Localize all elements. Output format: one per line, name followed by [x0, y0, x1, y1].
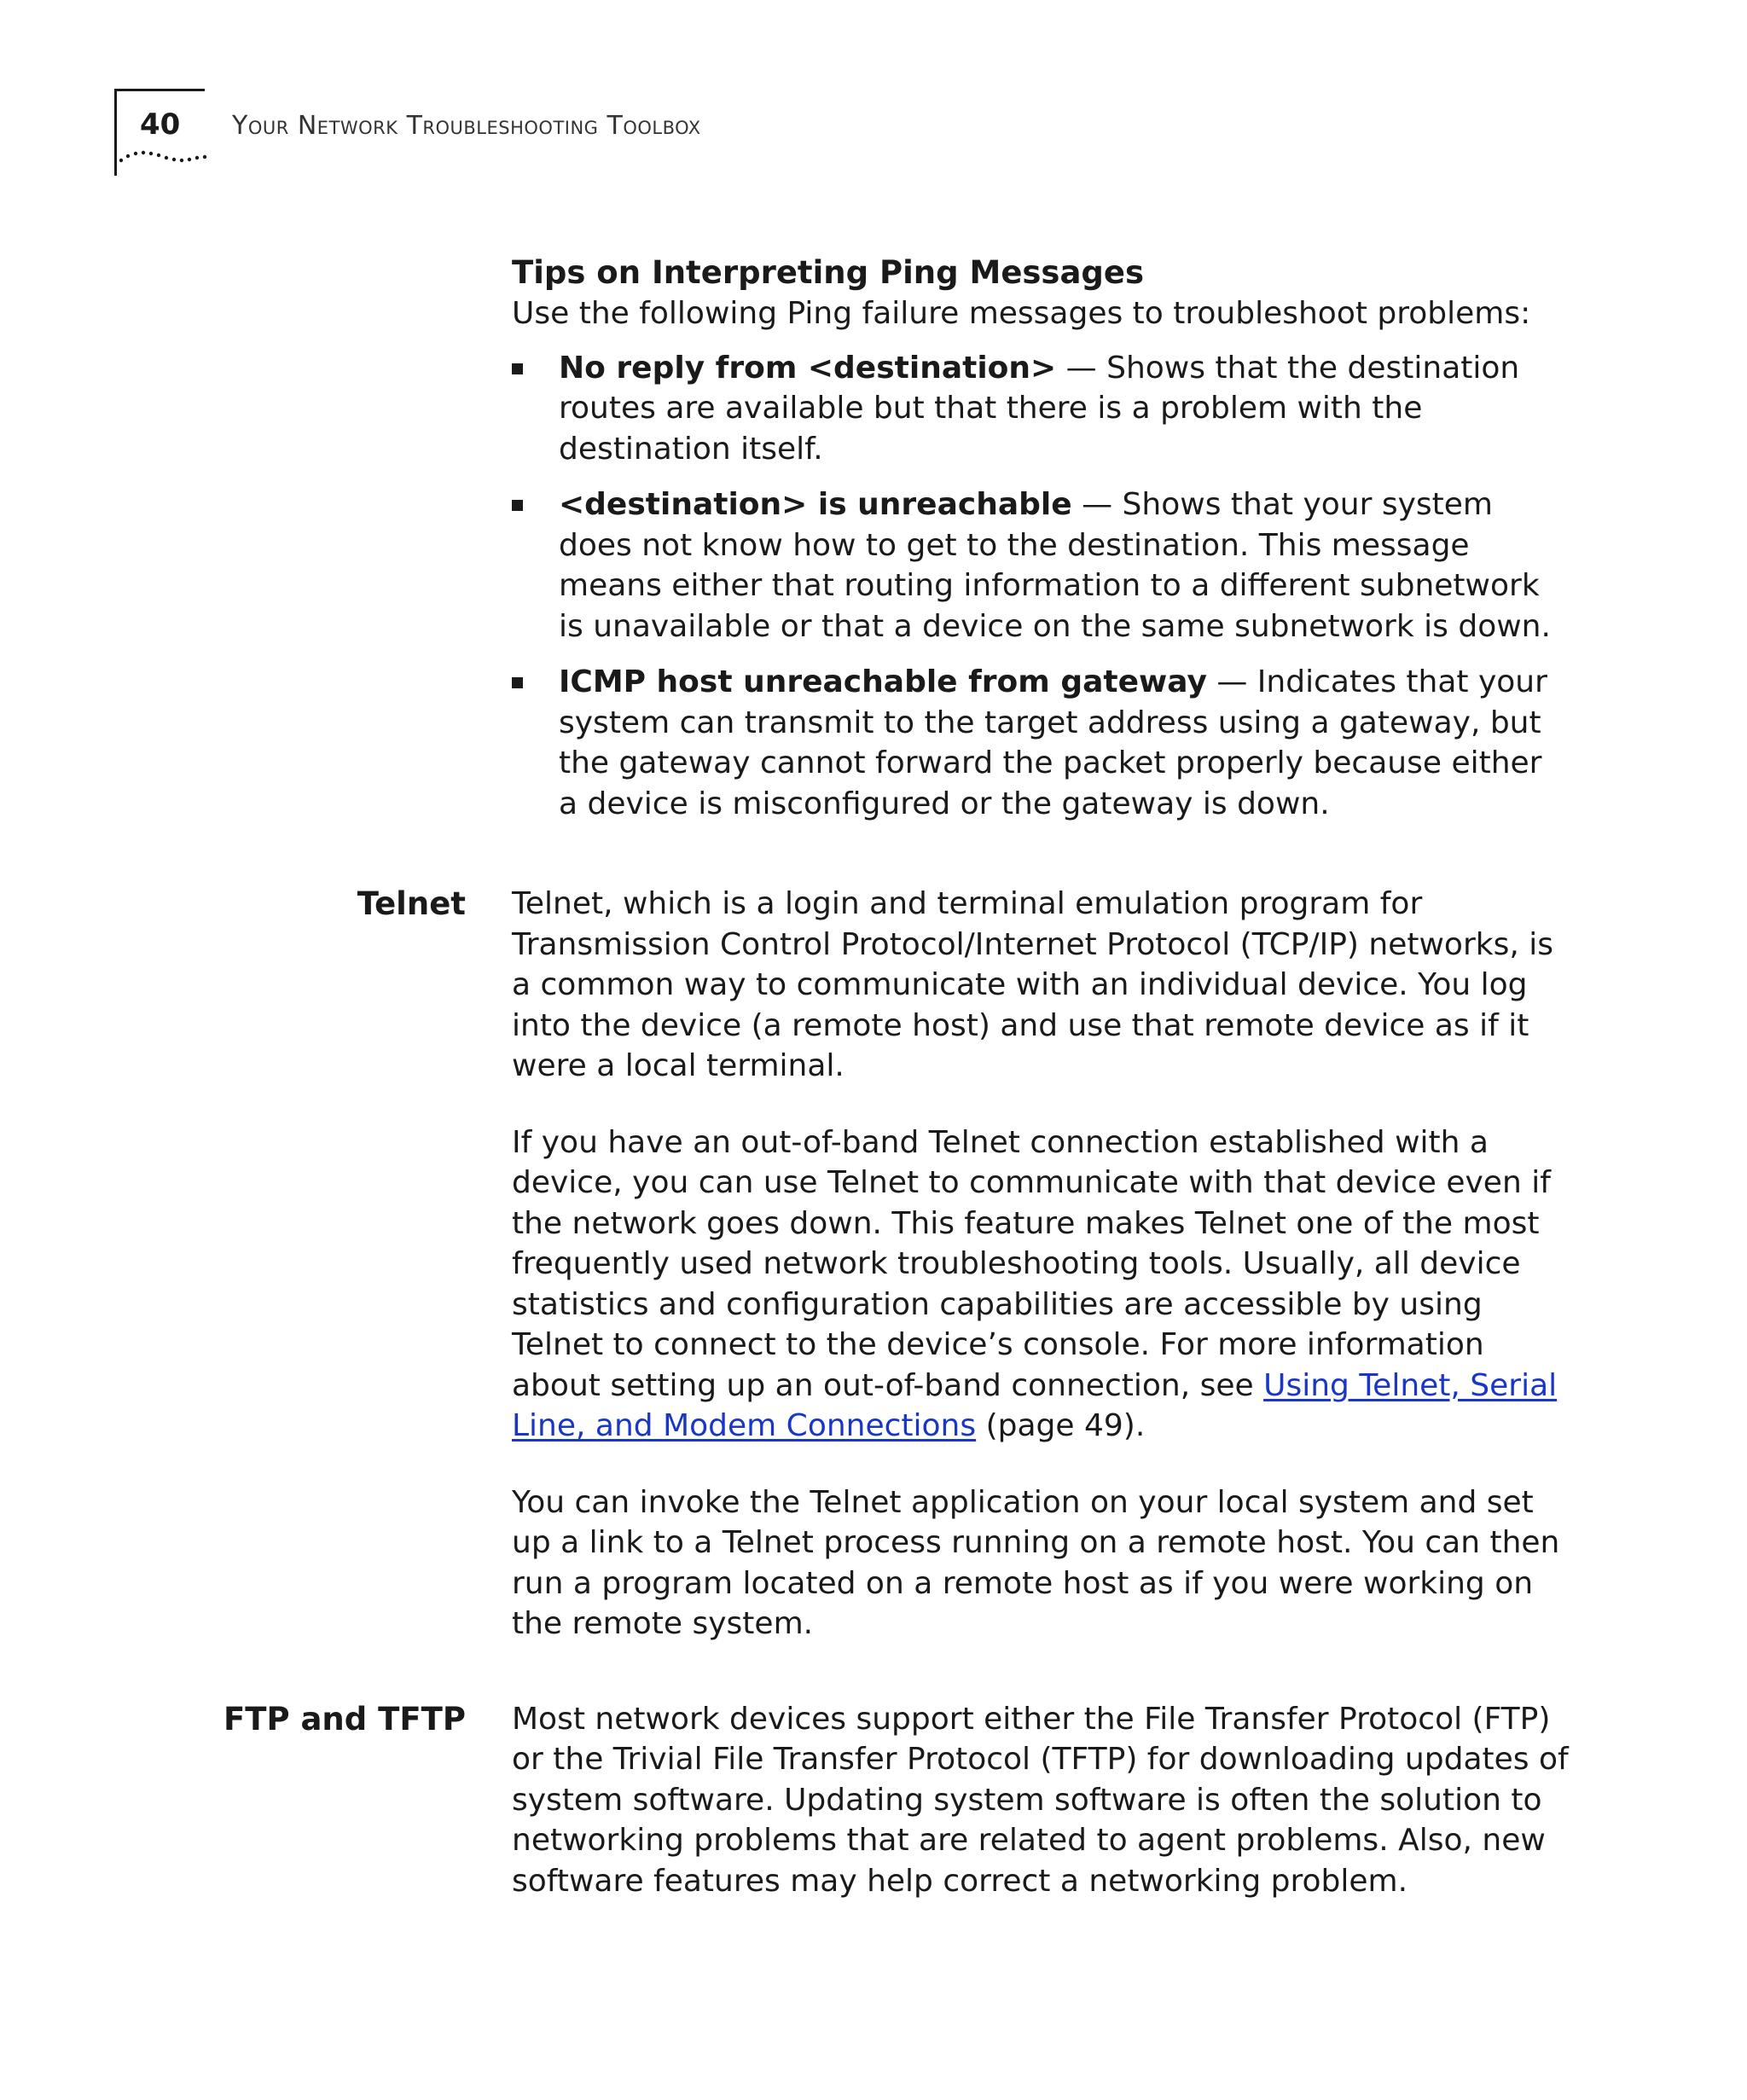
cross-reference-link[interactable]: Using Telnet, Serial Line, and Modem Connections [512, 1367, 1558, 1443]
page-number: 40 [140, 107, 181, 142]
telnet-section [357, 884, 1570, 1645]
message-term: ICMP host unreachable from gateway [559, 664, 1207, 699]
telnet-paragraph-2 [512, 1123, 1570, 1447]
list-item [512, 348, 1570, 470]
message-description: — Shows that the destination routes are available but that there is a problem with the destination itself. [559, 350, 1520, 467]
message-description: — Shows that your system does not know how to get to the destination. This message means either that routing information to a different subnetwork is unavailable or that a device on the same subnetwork is down. [559, 487, 1551, 644]
ftp-heading: FTP and TFTP [223, 1700, 466, 1737]
square-bullet-icon [512, 677, 523, 688]
message-term: <destination> is unreachable [559, 487, 1072, 522]
page-content [223, 252, 1570, 1901]
square-bullet-icon [512, 363, 523, 374]
telnet-paragraph-3: You can invoke the Telnet application on your local system and set up a link to a Telnet process running on a remote host. You can then run a program located on a remote host as if you were working on the remote system. [512, 1484, 1560, 1641]
square-bullet-icon [512, 500, 523, 511]
telnet-paragraph-1: Telnet, which is a login and terminal emulation program for Transmission Control Protocol/Internet Protocol (TCP/IP) networks, is a common way to communicate with an individual device. You log into the device (a remote host) and use that remote device as if it were a local terminal. [512, 886, 1553, 1083]
ftp-section [223, 1699, 1570, 1902]
header-corner-rule-horizontal [114, 89, 205, 91]
running-title: Your Network Troubleshooting Toolbox [232, 111, 701, 141]
telnet-heading: Telnet [357, 885, 466, 922]
list-item [512, 662, 1570, 824]
telnet-paragraph-2-page-ref: (page 49). [976, 1408, 1146, 1443]
message-term: No reply from <destination> [559, 350, 1057, 386]
ping-tips-section [512, 252, 1570, 824]
ping-tips-intro: Use the following Ping failure messages to troubleshoot problems: [512, 296, 1531, 331]
ping-message-list [512, 348, 1570, 825]
telnet-paragraph-2-text: If you have an out-of-band Telnet connection established with a device, you can use Telnet to communicate with that device even if the network goes down. This feature makes Telnet one of the most frequently used network troubleshooting tools. Usually, all device statistics and configuration capabilities are accessible by using Telnet to connect to the device’s console. For more information about setting up an out-of-band connection, see [512, 1124, 1551, 1403]
dotted-swoosh-icon [118, 143, 212, 172]
ping-tips-heading: Tips on Interpreting Ping Messages [512, 254, 1145, 291]
message-description: — Indicates that your system can transmit to the target address using a gateway, but the gateway cannot forward the packet properly because either a device is misconfigured or the gateway is down. [559, 664, 1547, 821]
page-header [0, 0, 1747, 188]
header-corner-rule-vertical [114, 89, 117, 176]
list-item [512, 484, 1570, 647]
ftp-paragraph-1: Most network devices support either the File Transfer Protocol (FTP) or the Trivial File Transfer Protocol (TFTP) for downloading updates of system software. Updating system software is often the solution to networking problems that are related to agent problems. Also, new software features may help correct a networking problem. [512, 1701, 1569, 1899]
